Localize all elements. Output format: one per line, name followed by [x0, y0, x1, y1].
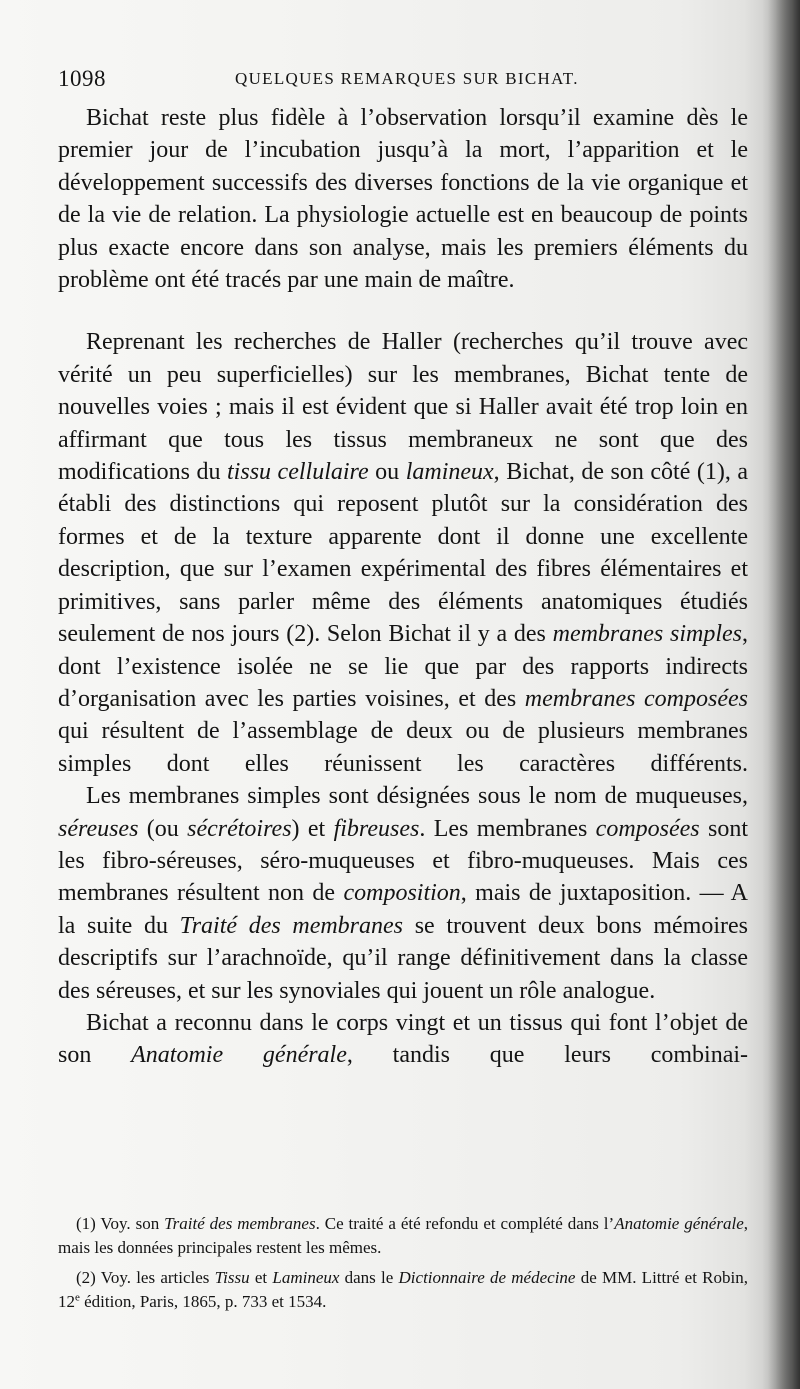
fn1-text-c: . Ce traité a été refondu et complété dans l’ — [315, 1214, 615, 1233]
p3-italic-composition: composition — [343, 880, 461, 907]
p3-text-a: Les membranes simples sont désignées sous le nom de muqueuses, — [86, 783, 748, 810]
p4-text-a: Bichat a reconnu dans le corps vingt et un tissus qui font l’objet de son — [58, 1009, 748, 1069]
running-title: QUELQUES REMARQUES SUR BICHAT. — [235, 69, 579, 88]
paragraph-2 — [58, 326, 748, 780]
footnote-1 — [58, 1212, 748, 1259]
fn2-italic-tissu: Tissu — [214, 1268, 250, 1287]
p3-text-c: (ou — [138, 815, 188, 842]
p3-text-i: sont les fibro-séreuses, séro-muqueuses et fibro-muqueuses. Mais ces membranes résultent non de — [58, 815, 748, 907]
footnote-2 — [58, 1266, 748, 1313]
p2-italic-lamineux: lamineux — [405, 459, 494, 486]
p4-text-c: , tandis que leurs combinai- — [346, 1042, 749, 1069]
p4-italic-anatomie-generale: Anatomie générale — [131, 1042, 347, 1069]
fn1-italic-traite: Traité des membranes — [164, 1214, 316, 1233]
p3-text-e: ) et — [291, 815, 334, 842]
p3-italic-traite-des-membranes: Traité des membranes — [179, 912, 404, 939]
fn2-text-g: de MM. Littré et Robin, 12 — [58, 1268, 748, 1311]
footnote-1-mark: (1) — [76, 1214, 96, 1233]
p2-italic-tissu-cellulaire: tissu cellulaire — [227, 459, 369, 486]
p3-text-k: , mais de juxtaposition. — A la suite du — [58, 880, 749, 939]
fn2-italic-lamineux: Lamineux — [272, 1268, 340, 1287]
fn1-text-e: , mais les données principales restent les mêmes. — [58, 1214, 748, 1257]
paragraph-3 — [58, 780, 748, 1007]
page-header — [58, 66, 748, 96]
p3-text-m: se trouvent deux bons mémoires descriptifs sur l’arachnoïde, qu’il range définitivement dans la classe des séreuses, et sur les synoviales qui jouent un rôle analogue. — [58, 912, 748, 1004]
p3-italic-composees: composées — [595, 815, 700, 842]
fn2-text-e: dans le — [339, 1268, 399, 1287]
footnote-2-mark: (2) — [76, 1268, 96, 1287]
p2-text-i: qui résultent de l’assemblage de deux ou de plusieurs membranes simples dont elles réunissent les caractères différents. — [58, 718, 748, 777]
fn2-text-h: édition, Paris, 1865, p. 733 et 1534. — [79, 1291, 327, 1311]
p2-italic-membranes-composees: membranes composées — [524, 685, 748, 712]
main-text — [58, 102, 748, 1072]
p3-italic-secretoires: sécrétoires — [187, 815, 292, 842]
p3-italic-fibreuses: fibreuses — [333, 815, 420, 842]
fn1-text-a: Voy. son — [95, 1214, 165, 1233]
fn2-text-a: Voy. les articles — [95, 1268, 215, 1287]
paragraph-1 — [58, 102, 748, 296]
p3-text-g: . Les membranes — [419, 815, 596, 842]
p2-text-g: , dont l’existence isolée ne se lie que par des rapports indirects d’organisation avec les parties voisines, et des — [58, 621, 748, 712]
paragraph-1-text: Bichat reste plus fidèle à l’observation lorsqu’il examine dès le premier jour de l’incubation jusqu’à la mort, l’apparition et le développement successifs des diverses fonctions de la vie organique et de la vie de relation. La physiologie actuelle est en beaucoup de points plus exacte encore dans son analyse, mais les premiers éléments du problème ont été tracés par une main de maître. — [58, 105, 748, 294]
fn2-italic-dictionnaire: Dictionnaire de médecine — [398, 1268, 576, 1287]
p3-italic-sereuses: séreuses — [58, 815, 139, 842]
paragraph-4 — [58, 1007, 748, 1072]
fn1-italic-anatomie: Anatomie générale — [614, 1214, 744, 1233]
p2-text-a: Reprenant les recherches de Haller (recherches qu’il trouve avec vérité un peu superficielles) sur les membranes, Bichat tente de nouvelles voies ; mais il est évident que si Haller avait été trop loin en affirmant que tous les tissus membraneux ne sont que des modifications du — [58, 329, 748, 486]
page-number: 1098 — [58, 66, 106, 91]
p2-italic-membranes-simples: membranes simples — [552, 621, 742, 648]
binding-shadow — [762, 0, 800, 1389]
fn2-superscript-e: e — [75, 1290, 80, 1303]
fn2-text-c: et — [249, 1268, 273, 1287]
p2-text-c: ou — [368, 459, 406, 486]
p2-text-e: , Bichat, de son côté (1), a établi des distinctions qui reposent plutôt sur la considération des formes et de la texture apparente dont il donne une excellente description, que sur l’examen expérimental des fibres élémentaires et primitives, sans parler même des éléments anatomiques étudiés seulement de nos jours (2). Selon Bichat il y a des — [58, 459, 749, 648]
footnotes — [58, 1212, 748, 1313]
